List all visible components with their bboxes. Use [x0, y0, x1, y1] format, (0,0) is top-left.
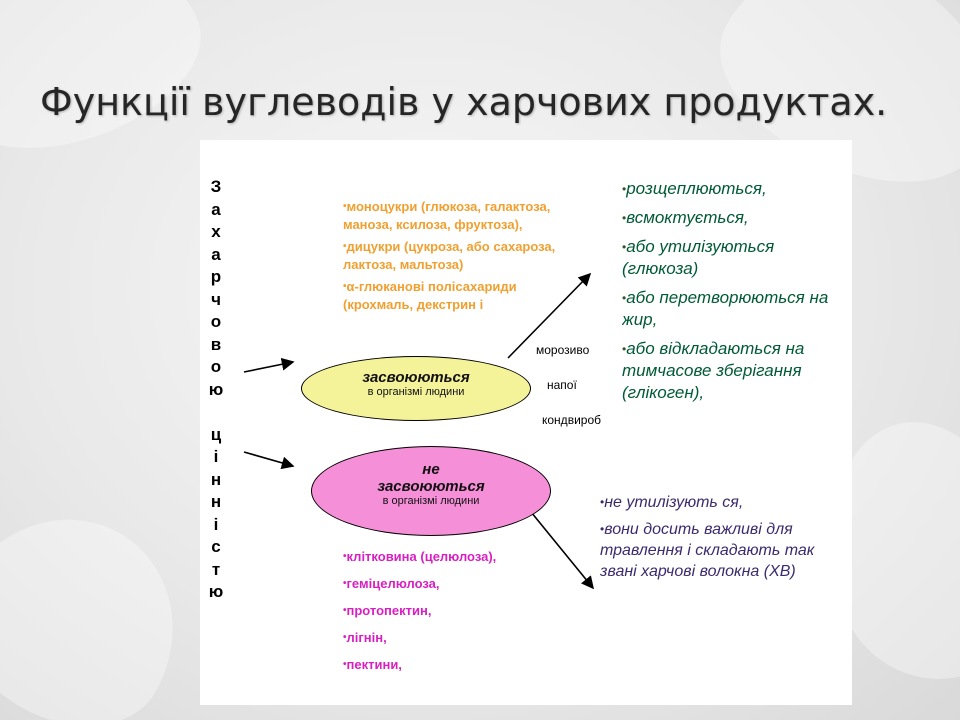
list-item: •або перетворюються на жир,: [622, 288, 829, 329]
list-item: •пектини,: [343, 657, 402, 672]
vertical-letter: с: [211, 537, 221, 556]
not-assimilated-ellipse: [311, 446, 551, 536]
vertical-letter: а: [211, 199, 221, 219]
assimilated-fate-list: [622, 178, 844, 448]
list-item: •вони досить важливі для травлення і складають так звані харчові волокна (ХВ): [600, 521, 815, 580]
list-item: •або відкладаються на тимчасове зберігання (глікоген),: [622, 339, 805, 402]
arrow-to-assimilated: [244, 362, 293, 372]
vertical-letter: ю: [208, 582, 224, 601]
assimilated-types-list: [343, 198, 558, 336]
not-assimilated-fate-list: [600, 492, 830, 588]
list-item: •або утилізуються (глюкоза): [622, 237, 775, 278]
slide-title: Функції вуглеводів у харчових продуктах.: [40, 80, 888, 124]
vertical-letter: в: [210, 334, 222, 354]
background-petal: [0, 478, 215, 720]
vertical-letter: ч: [211, 289, 221, 309]
not-assimilated-sublabel: в організмі людини: [382, 495, 480, 507]
list-item: •клітковина (целюлоза),: [343, 549, 497, 564]
list-item: •не утилізують ся,: [600, 494, 744, 511]
vertical-letter: і: [213, 447, 219, 466]
list-item: •геміцелюлоза,: [343, 576, 440, 591]
not-assimilated-types-list: [343, 548, 573, 683]
assimilated-ellipse: [301, 356, 531, 421]
arrow-to-not-assimilated: [244, 452, 293, 466]
list-item: •лігнін,: [343, 630, 387, 645]
diagram: [200, 140, 852, 705]
list-item: •протопектин,: [343, 603, 432, 618]
vertical-letter: н: [210, 469, 222, 489]
vertical-letter: а: [211, 244, 221, 264]
vertical-letter: З: [210, 177, 222, 196]
vertical-letter: о: [210, 357, 222, 376]
vertical-letter: р: [210, 267, 222, 286]
not-assimilated-label-line1: не: [422, 461, 440, 478]
product-label: кондвироб: [542, 413, 601, 427]
assimilated-label: засвоюються: [362, 369, 470, 386]
not-assimilated-label-line2: засвоюються: [377, 478, 485, 495]
vertical-label: [206, 176, 226, 604]
product-label: напої: [547, 378, 577, 392]
vertical-letter: х: [211, 222, 221, 241]
list-item: •розщеплюються,: [622, 179, 767, 198]
vertical-letter: [206, 401, 226, 424]
list-item: •α-глюканові полісахариди (крохмаль, декстрин і: [343, 279, 517, 312]
vertical-letter: і: [213, 514, 219, 534]
vertical-letter: ю: [208, 379, 224, 399]
product-label: морозиво: [536, 343, 590, 357]
list-item: •дицукри (цукроза, або сахароза, лактоза, мальтоза): [343, 239, 556, 272]
vertical-letter: т: [211, 559, 221, 579]
vertical-letter: о: [210, 312, 222, 331]
list-item: •всмоктується,: [622, 208, 749, 227]
vertical-letter: н: [210, 492, 222, 511]
vertical-letter: ц: [210, 424, 222, 444]
assimilated-sublabel: в організмі людини: [367, 386, 465, 398]
list-item: •моноцукри (глюкоза, галактоза, маноза, ксилоза, фруктоза),: [343, 199, 551, 232]
